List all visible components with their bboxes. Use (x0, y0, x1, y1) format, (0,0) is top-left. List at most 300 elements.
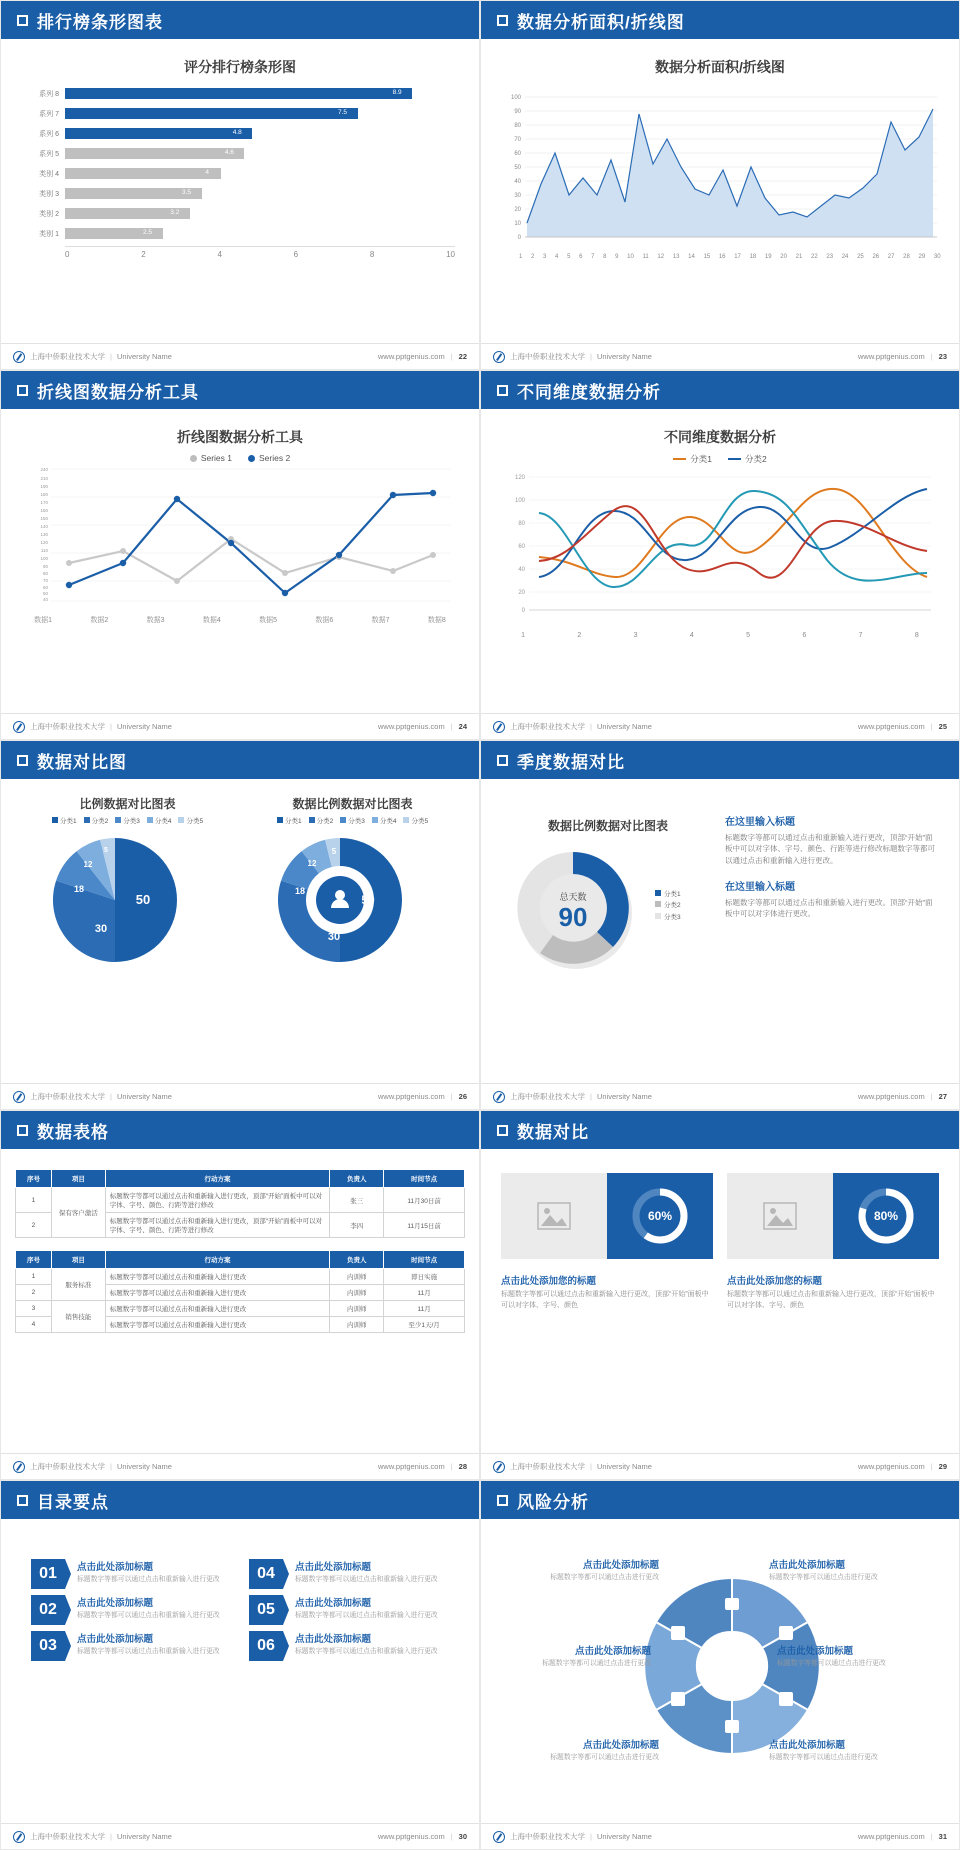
gauge-ring-svg (855, 1185, 917, 1247)
legend-item[interactable] (190, 453, 232, 463)
page-number: 25 (938, 722, 947, 731)
footer-site: www.pptgenius.com (378, 1832, 445, 1841)
x-tick: 19 (764, 254, 772, 260)
toc-text-block (291, 1631, 438, 1657)
bar-row (23, 165, 455, 182)
university-logo-icon (493, 351, 505, 363)
toc-item[interactable] (249, 1559, 449, 1589)
legend-item[interactable] (655, 912, 681, 923)
x-tick: 数据4 (202, 617, 221, 624)
slide-header (481, 1, 959, 39)
bar-fill (65, 128, 252, 139)
footer-divider: | (450, 1092, 453, 1101)
svg-text:70: 70 (514, 137, 521, 143)
footer-divider: | (930, 352, 933, 361)
slide-header (481, 741, 959, 779)
table-cell: 2 (16, 1213, 52, 1238)
university-logo-icon (493, 1461, 505, 1473)
chart-title: 数据比例数据对比图表 (292, 797, 413, 811)
footer-org: 上海中侨职业技术大学 (30, 352, 105, 361)
svg-text:120: 120 (40, 540, 48, 545)
slide-footer (1, 1083, 479, 1109)
square-icon (497, 1495, 508, 1506)
svg-text:0: 0 (521, 608, 525, 614)
footer-divider: | (110, 352, 112, 361)
slide-header (1, 741, 479, 779)
legend-label: 分类3 (348, 818, 365, 825)
footer-en: University Name (116, 1832, 172, 1841)
svg-text:160: 160 (40, 508, 48, 513)
quarterly-heading: 在这里输入标题 (725, 881, 795, 893)
x-tick: 9 (615, 254, 619, 260)
footer-site: www.pptgenius.com (378, 1462, 445, 1471)
x-tick: 8 (369, 250, 375, 259)
svg-text:60: 60 (518, 544, 525, 550)
toc-number: 04 (249, 1559, 283, 1589)
legend-label: 分类4 (379, 818, 397, 825)
legend-line-icon (728, 458, 741, 460)
page-number: 31 (938, 1832, 947, 1841)
table-cell: 保有客户激活 (51, 1188, 105, 1238)
slide-title: 风险分析 (517, 1492, 589, 1512)
quarterly-text: 标题数字等都可以通过点击和重新输入进行更改。顶部“开始”面板中可以对字体进行更改。 (725, 897, 933, 918)
bar-chart (15, 83, 465, 242)
toc-text-block (291, 1595, 438, 1621)
table-header-cell: 序号 (16, 1170, 52, 1188)
toc-grid (15, 1525, 465, 1661)
table-cell: 标题数字等都可以通过点击和重新输入进行更改 (105, 1285, 330, 1301)
footer-meta (378, 722, 467, 731)
table-cell: 标题数字等都可以通过点击和重新输入进行更改 (105, 1269, 330, 1285)
toc-number: 03 (31, 1631, 65, 1661)
x-tick: 2 (531, 254, 535, 260)
footer-divider: | (450, 352, 453, 361)
legend-item[interactable] (248, 453, 290, 463)
x-axis (65, 246, 455, 259)
page-number: 23 (938, 352, 947, 361)
x-tick: 22 (811, 254, 818, 260)
image-icon (763, 1202, 797, 1230)
legend-item[interactable] (403, 816, 428, 825)
bar-fill (65, 168, 221, 179)
risk-label (509, 1737, 659, 1763)
bar-row (23, 185, 455, 202)
quarterly-layout (495, 785, 945, 976)
slide-title: 数据对比 (517, 1122, 589, 1142)
legend-swatch-icon (52, 817, 58, 823)
svg-text:30: 30 (514, 193, 521, 199)
table-header-cell: 项目 (51, 1170, 105, 1188)
chart-legend (15, 453, 465, 463)
table-cell: 3 (16, 1301, 52, 1317)
slide-footer (481, 343, 959, 369)
footer-brand (493, 721, 652, 733)
multi-line-chart-svg (495, 465, 935, 625)
gauge-ring-svg (629, 1185, 691, 1247)
x-tick: 11 (642, 254, 649, 260)
legend-swatch-icon (115, 817, 121, 823)
footer-divider: | (590, 1832, 592, 1841)
page-number: 26 (458, 1092, 467, 1101)
slide-quarterly-compare (480, 740, 960, 1110)
x-tick: 数据2 (90, 617, 109, 624)
toc-text-block (291, 1559, 438, 1585)
legend-line-icon (673, 458, 686, 460)
data-table-2 (15, 1250, 465, 1333)
legend-swatch-icon (147, 817, 153, 823)
toc-number: 01 (31, 1559, 65, 1589)
risk-title: 点击此处添加标题 (777, 1646, 854, 1657)
slide-body (481, 1519, 959, 1819)
footer-site: www.pptgenius.com (858, 1832, 925, 1841)
bar-row (23, 85, 455, 102)
risk-title: 点击此处添加标题 (582, 1740, 659, 1751)
svg-text:190: 190 (40, 484, 48, 489)
bar-row (23, 205, 455, 222)
bar-fill (65, 108, 358, 119)
table-cell: 标题数字等都可以通过点击和重新输入进行更改 (105, 1317, 330, 1333)
footer-brand (13, 1091, 172, 1103)
table-header-cell: 序号 (16, 1251, 52, 1269)
risk-text: 标题数字等都可以通过点击进行更改 (550, 1754, 659, 1761)
footer-divider: | (930, 1092, 933, 1101)
compare-text-row (495, 1273, 945, 1312)
bar-track (65, 128, 455, 139)
slide-title: 季度数据对比 (517, 752, 625, 772)
quarterly-donut-svg (501, 836, 651, 976)
bar-label: 类别 2 (39, 210, 59, 218)
legend-swatch-icon (309, 817, 315, 823)
table-cell: 即日实施 (384, 1269, 465, 1285)
slide-header (1, 1, 479, 39)
quarterly-chart-block (501, 795, 715, 976)
footer-brand (493, 1831, 652, 1843)
chart-title: 不同维度数据分析 (664, 429, 776, 445)
legend-label: 分类5 (411, 818, 429, 825)
compare-heading: 点击此处添加您的标题 (501, 1276, 597, 1287)
svg-text:18: 18 (294, 886, 306, 896)
table-cell: 至少1天/月 (384, 1317, 465, 1333)
x-tick: 12 (657, 254, 665, 260)
footer-site: www.pptgenius.com (858, 1092, 925, 1101)
gauge-value: 60% (647, 1209, 673, 1223)
footer-org: 上海中侨职业技术大学 (30, 1832, 105, 1841)
toc-number: 06 (249, 1631, 283, 1661)
x-tick: 数据5 (259, 617, 278, 624)
footer-divider: | (450, 722, 453, 731)
legend-item[interactable] (52, 816, 77, 825)
x-tick: 28 (903, 254, 910, 260)
x-tick: 7 (858, 632, 863, 639)
footer-meta (378, 352, 467, 361)
legend-label: 分类3 (664, 913, 681, 921)
slide-footer (481, 713, 959, 739)
svg-text:40: 40 (514, 179, 521, 185)
slide-data-compare (480, 1110, 960, 1480)
toc-title: 点击此处添加标题 (77, 1562, 154, 1573)
svg-text:18: 18 (73, 884, 85, 894)
svg-text:100: 100 (514, 498, 525, 504)
gauge-block (607, 1173, 713, 1259)
compare-heading: 点击此处添加您的标题 (727, 1276, 823, 1287)
slide-body (481, 39, 959, 339)
x-tick: 17 (734, 254, 741, 260)
legend-swatch-icon (178, 817, 184, 823)
svg-text:20: 20 (514, 207, 521, 213)
footer-divider: | (450, 1832, 453, 1841)
page-number: 28 (458, 1462, 467, 1471)
slide-data-tables (0, 1110, 480, 1480)
risk-title: 点击此处添加标题 (769, 1740, 846, 1751)
table-cell: 2 (16, 1285, 52, 1301)
footer-divider: | (930, 1832, 933, 1841)
toc-title: 点击此处添加标题 (295, 1634, 372, 1645)
gauge-value: 80% (873, 1209, 899, 1223)
compare-text: 标题数字等都可以通过点击和重新输入进行更改，顶部“开始”面板中可以对字体、字号、颜色 (727, 1291, 935, 1309)
footer-divider: | (110, 722, 112, 731)
svg-text:80: 80 (514, 123, 521, 129)
legend-item[interactable] (340, 816, 365, 825)
bar-track (65, 168, 455, 179)
toc-title: 点击此处添加标题 (77, 1634, 154, 1645)
footer-org: 上海中侨职业技术大学 (510, 1092, 585, 1101)
footer-meta (858, 1462, 947, 1471)
x-tick: 3 (543, 254, 547, 260)
risk-text: 标题数字等都可以通过点击进行更改 (769, 1754, 878, 1761)
footer-meta (858, 722, 947, 731)
table-cell: 李四 (330, 1213, 384, 1238)
svg-text:12: 12 (83, 860, 93, 869)
svg-text:40: 40 (518, 567, 525, 573)
slide-title: 数据对比图 (37, 752, 127, 772)
x-tick: 15 (703, 254, 711, 260)
bar-track (65, 148, 455, 159)
bar-value: 3.2 (170, 209, 180, 216)
donut-chart-block (240, 785, 465, 980)
x-tick: 4 (217, 250, 222, 259)
toc-title: 点击此处添加标题 (295, 1562, 372, 1573)
slide-header (481, 1481, 959, 1519)
bar-fill (65, 148, 244, 159)
bar-value: 4.6 (224, 149, 234, 156)
footer-divider: | (930, 1462, 933, 1471)
slide-title: 目录要点 (37, 1492, 109, 1512)
legend-label: 分类1 (664, 891, 681, 899)
bar-label: 类别 4 (39, 170, 59, 178)
table-cell: 11月30日前 (384, 1188, 465, 1213)
footer-divider: | (590, 1462, 592, 1471)
table-header-row (16, 1170, 465, 1188)
svg-text:50: 50 (514, 165, 521, 171)
footer-divider: | (590, 352, 592, 361)
table-cell: 11月 (384, 1285, 465, 1301)
bar-label: 类别 1 (39, 230, 59, 238)
bar-track (65, 188, 455, 199)
table-cell: 标题数字等都可以通过点击和重新输入进行更改，顶部“开始”面板中可以对字体、字号、颜色、行距等进行修改 (105, 1188, 330, 1213)
legend-item[interactable] (309, 816, 334, 825)
svg-text:5: 5 (331, 847, 337, 856)
bar-label: 系列 8 (39, 90, 59, 98)
risk-label (769, 1737, 919, 1763)
toc-title: 点击此处添加标题 (295, 1598, 372, 1609)
table-cell: 11月 (384, 1301, 465, 1317)
footer-org: 上海中侨职业技术大学 (510, 352, 585, 361)
footer-en: University Name (596, 1832, 652, 1841)
footer-en: University Name (596, 1092, 652, 1101)
donut-legend (655, 889, 681, 922)
svg-text:10: 10 (514, 221, 521, 227)
table-cell: 1 (16, 1188, 52, 1213)
toc-item[interactable] (31, 1595, 231, 1625)
table-cell: 内训师 (330, 1269, 384, 1285)
bar-row (23, 105, 455, 122)
legend-swatch-icon (372, 817, 378, 823)
legend-item[interactable] (728, 453, 767, 465)
risk-label (501, 1643, 651, 1669)
slide-footer (1, 1453, 479, 1479)
footer-meta (858, 352, 947, 361)
toc-item[interactable] (31, 1631, 231, 1661)
risk-text: 标题数字等都可以通过点击进行更改 (550, 1574, 659, 1581)
x-tick: 数据3 (146, 617, 165, 624)
toc-text-block (73, 1631, 220, 1657)
toc-text-block (73, 1595, 220, 1621)
slide-body (481, 1149, 959, 1449)
legend-label: 分类2 (91, 818, 109, 825)
toc-item[interactable] (31, 1559, 231, 1589)
legend-item[interactable] (655, 889, 681, 900)
bar-label: 类别 3 (39, 190, 59, 198)
legend-label: 分类1 (284, 818, 302, 825)
legend-item[interactable] (115, 816, 140, 825)
table-header-cell: 负责人 (330, 1251, 384, 1269)
footer-en: University Name (116, 352, 172, 361)
risk-title: 点击此处添加标题 (582, 1560, 659, 1571)
legend-item[interactable] (372, 816, 397, 825)
image-placeholder (727, 1173, 833, 1259)
x-tick: 6 (293, 250, 299, 259)
legend-label: 分类5 (186, 818, 204, 825)
bar-value: 7.5 (338, 109, 348, 116)
risk-label (509, 1557, 659, 1583)
footer-en: University Name (116, 1092, 172, 1101)
bar-fill (65, 88, 412, 99)
footer-meta (378, 1462, 467, 1471)
chart-title: 评分排行榜条形图 (184, 59, 296, 75)
legend-item[interactable] (655, 900, 681, 911)
x-tick: 1 (519, 254, 523, 260)
legend-item[interactable] (178, 816, 203, 825)
footer-en: University Name (116, 722, 172, 731)
page-number: 24 (458, 722, 467, 731)
footer-brand (13, 351, 172, 363)
data-table-1 (15, 1169, 465, 1238)
footer-meta (858, 1092, 947, 1101)
bar-label: 系列 5 (39, 150, 59, 158)
bar-row (23, 225, 455, 242)
bar-row (23, 125, 455, 142)
table-cell: 4 (16, 1317, 52, 1333)
bar-value: 4.8 (232, 129, 242, 136)
legend-label: Series 1 (200, 453, 232, 463)
toc-desc: 标题数字等都可以通过点击和重新输入进行更改 (77, 1648, 220, 1655)
footer-divider: | (110, 1092, 112, 1101)
slide-body (481, 779, 959, 1079)
compare-text-block (501, 1273, 713, 1312)
svg-text:180: 180 (40, 492, 48, 497)
x-tick: 10 (627, 254, 634, 260)
x-axis (495, 630, 945, 639)
svg-text:120: 120 (514, 475, 525, 481)
legend-item[interactable] (84, 816, 109, 825)
square-icon (17, 385, 28, 396)
slide-pie-compare (0, 740, 480, 1110)
slide-body (481, 409, 959, 709)
slide-footer (481, 1453, 959, 1479)
legend-item[interactable] (277, 816, 302, 825)
slide-header (1, 371, 479, 409)
x-axis (15, 613, 465, 625)
toc-item[interactable] (249, 1595, 449, 1625)
slide-title: 排行榜条形图表 (37, 12, 163, 32)
x-tick: 7 (591, 254, 595, 260)
x-tick: 25 (857, 254, 864, 260)
legend-swatch-icon (403, 817, 409, 823)
university-logo-icon (13, 1091, 25, 1103)
table-cell: 内训师 (330, 1301, 384, 1317)
area-chart-svg (499, 87, 939, 247)
footer-site: www.pptgenius.com (378, 1092, 445, 1101)
x-tick: 30 (933, 254, 941, 260)
slide-footer (1, 343, 479, 369)
toc-item[interactable] (249, 1631, 449, 1661)
svg-text:80: 80 (42, 571, 48, 576)
table-header-cell: 行动方案 (105, 1170, 330, 1188)
x-tick: 5 (746, 632, 751, 639)
footer-org: 上海中侨职业技术大学 (510, 1462, 585, 1471)
legend-item[interactable] (673, 453, 712, 465)
donut-center-value: 90 (558, 902, 588, 932)
footer-brand (493, 1461, 652, 1473)
pie-chart-svg (15, 825, 215, 975)
x-tick: 16 (718, 254, 726, 260)
university-logo-icon (493, 1831, 505, 1843)
table-cell: 内训师 (330, 1285, 384, 1301)
donut-center-label: 总天数 (559, 892, 587, 902)
toc-number: 02 (31, 1595, 65, 1625)
table-cell: 11月15日前 (384, 1213, 465, 1238)
x-tick: 1 (521, 632, 526, 639)
university-logo-icon (493, 721, 505, 733)
svg-text:50: 50 (361, 893, 375, 907)
footer-divider: | (110, 1462, 112, 1471)
x-tick: 21 (795, 254, 803, 260)
toc-number: 05 (249, 1595, 283, 1625)
gauge-block (833, 1173, 939, 1259)
slide-footer (481, 1823, 959, 1849)
square-icon (17, 1495, 28, 1506)
svg-text:0: 0 (517, 235, 521, 241)
risk-text: 标题数字等都可以通过点击进行更改 (769, 1574, 878, 1581)
table-cell: 服务标准 (51, 1269, 105, 1301)
footer-brand (493, 1091, 652, 1103)
pie-legend (15, 816, 240, 825)
slide-title: 数据分析面积/折线图 (517, 12, 685, 32)
risk-label (777, 1643, 927, 1669)
legend-item[interactable] (147, 816, 172, 825)
x-tick: 20 (780, 254, 787, 260)
footer-divider: | (590, 722, 592, 731)
